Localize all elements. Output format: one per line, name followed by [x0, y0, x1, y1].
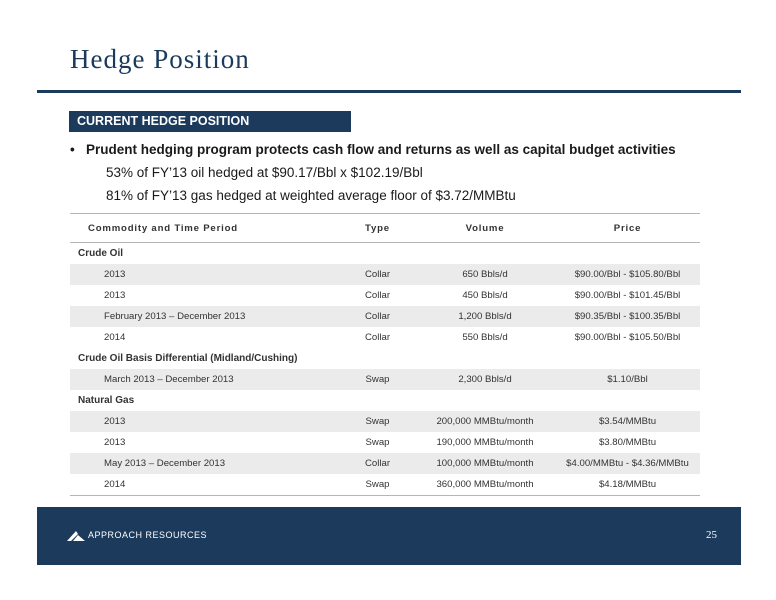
table-row	[70, 411, 700, 432]
cell-period: February 2013 – December 2013	[104, 311, 246, 322]
table-row	[70, 306, 700, 327]
approach-logo-icon	[67, 531, 85, 541]
bullet-sub-2: 81% of FY’13 gas hedged at weighted average floor of $3.72/MMBtu	[106, 188, 516, 203]
cell-price: $1.10/Bbl	[607, 374, 648, 385]
cell-type: Swap	[365, 374, 390, 385]
bullet-sub-1: 53% of FY’13 oil hedged at $90.17/Bbl x $102.19/Bbl	[106, 165, 423, 180]
company-name: APPROACH RESOURCES	[88, 530, 208, 540]
section-header: CURRENT HEDGE POSITION	[69, 111, 351, 132]
cell-volume: 450 Bbls/d	[462, 290, 508, 301]
cell-volume: 2,300 Bbls/d	[458, 374, 512, 385]
table-row	[70, 453, 700, 474]
cell-period: March 2013 – December 2013	[104, 374, 234, 385]
cell-volume: 360,000 MMBtu/month	[436, 479, 534, 490]
cell-period: May 2013 – December 2013	[104, 458, 226, 469]
cell-type: Collar	[364, 332, 391, 343]
table-header-row	[70, 214, 700, 243]
cell-type: Collar	[364, 290, 391, 301]
cell-period: 2014	[104, 332, 126, 343]
cell-volume: 200,000 MMBtu/month	[436, 416, 534, 427]
group-label: Crude Oil Basis Differential (Midland/Cushing)	[78, 353, 298, 364]
bullet-text: Prudent hedging program protects cash flow and returns as well as capital budget activities	[86, 142, 676, 157]
table-row	[70, 285, 700, 306]
cell-type: Swap	[365, 479, 390, 490]
hedge-table	[70, 213, 700, 496]
cell-period: 2013	[104, 269, 126, 280]
cell-type: Collar	[364, 269, 391, 280]
cell-price: $4.00/MMBtu - $4.36/MMBtu	[566, 458, 689, 469]
table-group-row	[70, 390, 700, 411]
cell-volume: 1,200 Bbls/d	[458, 311, 512, 322]
table-row	[70, 474, 700, 495]
table-group-row	[70, 348, 700, 369]
cell-period: 2014	[104, 479, 126, 490]
page-number: 25	[706, 529, 717, 541]
bullet-main	[70, 142, 676, 157]
table-body	[70, 243, 700, 495]
group-label: Crude Oil	[78, 248, 124, 259]
title-divider	[37, 90, 741, 93]
bullet-marker: •	[70, 142, 75, 157]
header-volume: Volume	[465, 222, 505, 234]
cell-type: Collar	[364, 458, 391, 469]
cell-volume: 550 Bbls/d	[462, 332, 508, 343]
cell-period: 2013	[104, 437, 126, 448]
page-title: Hedge Position	[70, 44, 250, 74]
cell-period: 2013	[104, 290, 126, 301]
cell-price: $90.35/Bbl - $100.35/Bbl	[574, 311, 681, 322]
header-commodity: Commodity and Time Period	[88, 222, 238, 234]
table-row	[70, 369, 700, 390]
header-price: Price	[613, 222, 642, 234]
cell-volume: 100,000 MMBtu/month	[436, 458, 534, 469]
cell-price: $3.54/MMBtu	[598, 416, 657, 427]
cell-type: Swap	[365, 416, 390, 427]
group-label: Natural Gas	[78, 395, 135, 406]
table-row	[70, 432, 700, 453]
table-group-row	[70, 243, 700, 264]
cell-type: Swap	[365, 437, 390, 448]
cell-price: $90.00/Bbl - $105.80/Bbl	[574, 269, 681, 280]
cell-price: $3.80/MMBtu	[598, 437, 657, 448]
table-row	[70, 327, 700, 348]
cell-period: 2013	[104, 416, 126, 427]
cell-type: Collar	[364, 311, 391, 322]
table-row	[70, 264, 700, 285]
header-type: Type	[365, 222, 390, 234]
cell-price: $4.18/MMBtu	[598, 479, 657, 490]
cell-volume: 190,000 MMBtu/month	[436, 437, 534, 448]
cell-price: $90.00/Bbl - $105.50/Bbl	[574, 332, 681, 343]
cell-volume: 650 Bbls/d	[462, 269, 508, 280]
footer-bar	[37, 507, 741, 565]
cell-price: $90.00/Bbl - $101.45/Bbl	[574, 290, 681, 301]
